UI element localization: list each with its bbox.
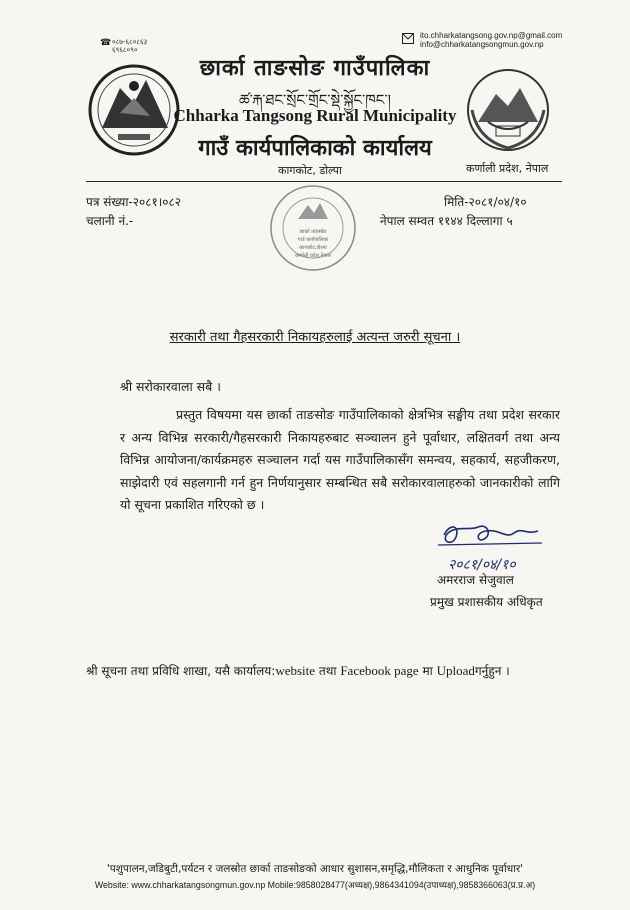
contact-emails (420, 31, 562, 49)
dispatch-number: चलानी नं.- (86, 214, 134, 228)
note-conjunction: तथा (318, 664, 337, 678)
footer-motto: 'पशुपालन,जडिबुटी,पर्यटन र जलस्रोत छार्का ताङसोङको आधार सुशासन,समृद्धि,मौलिकता र आधुनिक पूर्वाधार' (106, 863, 524, 875)
nepal-era-date: नेपाल सम्वत ११४४ दिल्लागा ५ (380, 214, 513, 228)
svg-text:कागकोट,डोल्पा: कागकोट,डोल्पा (299, 245, 327, 251)
reference-number: पत्र संख्या-२०८१।०८२ (86, 195, 182, 209)
municipality-name-tibetan: ཚ་རྐ་ཐང་སྲོང་གྲོང་སྡེ་སྐྱོང་ཁང་། (239, 91, 391, 109)
salutation: श्री सरोकारवाला सबै । (120, 379, 221, 394)
phone-icon: ☎ (100, 38, 112, 48)
upload-instruction-note (86, 662, 510, 679)
note-prefix: श्री सूचना तथा प्रविधि शाखा, यसै कार्यालय: (86, 664, 276, 678)
email-1: ito.chharkatangsong.gov.np@gmail.com (420, 31, 563, 40)
signatory-title: प्रमुख प्रशासकीय अधिकृत (430, 595, 543, 609)
office-seal-stamp (268, 183, 358, 273)
letter-date: मिति-२०८१/०४/१० (444, 195, 527, 209)
municipality-name-nepali: छार्का ताङसोङ गाउँपालिका (199, 56, 431, 81)
svg-text:गाउँ कार्यपालिका: गाउँ कार्यपालिका (297, 237, 329, 243)
footer-contact: Website: www.chharkatangsongmun.gov.np Mobile:9858028477(अध्यक्ष),9864341094(उपाध्यक्ष),9858366063(प्र.प्र.अ) (94, 880, 536, 890)
note-upload: Upload (436, 663, 475, 678)
office-title: गाउँ कार्यपालिकाको कार्यालय (198, 136, 432, 161)
note-postposition: मा (422, 664, 433, 678)
email-2: info@chharkatangsongmun.gov.np (420, 40, 544, 49)
note-facebook: Facebook page (340, 663, 419, 678)
phone-number-2: ६९६८०९० (112, 46, 138, 54)
signature-date: २०८१/०४/१० (448, 557, 516, 573)
note-suffix: गर्नुहुन । (474, 664, 510, 678)
signatory-name: अमरराज सेजुवाल (437, 573, 514, 587)
note-website: website (275, 663, 316, 678)
province-label: कर्णाली प्रदेश, नेपाल (466, 162, 549, 175)
office-location: कागकोट, डोल्पा (278, 164, 342, 177)
nepal-government-emblem-logo (458, 60, 558, 160)
phone-number-1: ०८७-६८०८६३ (112, 38, 148, 46)
notice-body: प्रस्तुत विषयमा यस छार्का ताङसोङ गाउँपालिकाको क्षेत्रभित्र सङ्घीय तथा प्रदेश सरकार र अन्य विभिन्न सरकारी/गैहसरकारी निकायहरुबाट सञ्चालन हुने पूर्वाधार, लक्षितवर्ग तथा अन्य विभिन्न आयोजना/कार्यक्रमहरु सञ्चालन गर्दा यस गाउँपालिकासँग समन्वय, सहकार्य, सहजीकरण, साझेदारी एवं सहलगानी गर्न हुन निर्णयानुसार सम्बन्धित सबै सरोकारवालाहरुको जानकारीको लागि यो सूचना प्रकाशित गरिएको छ । (120, 407, 560, 512)
municipality-name-english: Chharka Tangsong Rural Municipality (173, 106, 457, 125)
header-divider (86, 181, 562, 182)
mail-icon (402, 33, 414, 44)
svg-text:कर्णाली प्रदेश,नेपाल: कर्णाली प्रदेश,नेपाल (295, 253, 331, 259)
notice-subject: सरकारी तथा गैहसरकारी निकायहरुलाई अत्यन्त जरुरी सूचना । (169, 330, 461, 345)
svg-text:छार्का ताङसोङ: छार्का ताङसोङ (299, 229, 327, 235)
